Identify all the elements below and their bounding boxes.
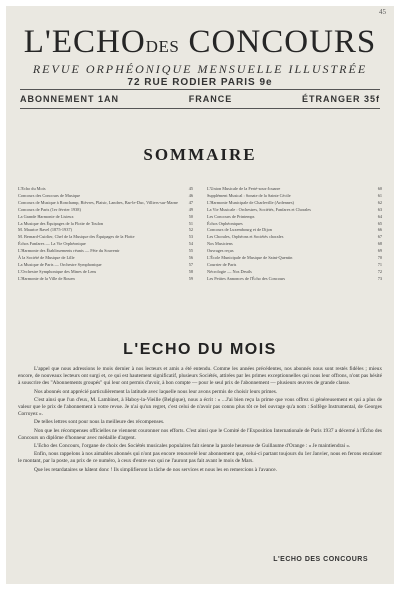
toc-entry-title: Courrier de Paris <box>207 261 237 267</box>
toc-entry <box>18 186 193 193</box>
toc-entry-title: L'Harmonie de la Ville de Rouen <box>18 275 75 281</box>
toc-entry-title: À la Société de Musique de Lille <box>18 255 75 261</box>
toc-entry <box>18 234 193 241</box>
toc-entry-page: 65 <box>377 220 382 226</box>
toc-entry-page: 45 <box>188 186 193 191</box>
masthead-address: 72 RUE RODIER PARIS 9e <box>127 77 273 88</box>
abroad-price-group <box>302 94 380 104</box>
sommaire-heading: SOMMAIRE <box>143 145 257 164</box>
title-des: DES <box>145 37 180 56</box>
toc-entry-page: 67 <box>377 234 382 240</box>
toc-entry-title: Les Petites Annonces de l'Écho des Concours <box>207 275 286 281</box>
toc-entry <box>18 255 193 262</box>
toc-entry-page: 61 <box>377 192 382 198</box>
toc-entry-page: 71 <box>377 261 382 267</box>
toc-entry <box>207 255 382 262</box>
toc-entry <box>18 207 193 214</box>
toc-entry-page: 70 <box>377 255 382 261</box>
editorial-paragraph: C'est ainsi que l'un d'eux, M. Lambinet, à Haboy-la-Vieille (Belgique), nous a écrit : « ...J'ai bien reçu la prime que vous offrez si généreusement et qui a plus de valeur que le prix de l'abonnement à votre revue. Je n'ai qu'un regret, c'est celui de n'avoir pas connu plus tôt ce bel ouvrage qu'a nom : Solfège Instrumental, de Georges Corroyez ». <box>18 396 382 418</box>
toc-entry <box>18 269 193 276</box>
toc-entry-title: Nécrologie — Nos Deuils <box>207 268 252 274</box>
toc-entry-title: Échos Fanfares — La Vie Orphéonique <box>18 241 86 247</box>
subscription-bar <box>20 94 380 104</box>
toc-entry-title: M. Maurice Ravel (1875-1937) <box>18 227 72 233</box>
title-part-1: L'ECHO <box>23 24 146 60</box>
toc-entry-title: Les Concours de Printemps <box>207 213 255 219</box>
toc-entry-title: M. Bernard-Cuirlier, Chef de la Musique des Équipages de la Flotte <box>18 234 135 240</box>
abroad-label: ÉTRANGER <box>301 94 361 104</box>
toc-entry-title: L'Echo du Mois <box>18 186 46 191</box>
toc-entry <box>207 207 382 214</box>
toc-entry-page: 50 <box>188 213 193 219</box>
toc-entry-page: 47 <box>188 199 193 205</box>
toc-entry <box>207 234 382 241</box>
toc-entry <box>207 269 382 276</box>
toc-entry-title: Échos Orphéoniques <box>207 220 243 226</box>
subscription-label: ABONNEMENT 1AN <box>20 94 120 104</box>
toc-entry <box>18 241 193 248</box>
toc-entry <box>207 262 382 269</box>
toc-column-right <box>207 186 382 331</box>
page-number: 45 <box>379 8 386 16</box>
toc-entry-title: L'Union Musicale de la Ferté-sous-Jouarre <box>207 186 281 191</box>
toc-entry-page: 68 <box>377 241 382 247</box>
toc-entry <box>18 221 193 228</box>
toc-entry <box>18 193 193 200</box>
toc-entry <box>18 276 193 283</box>
toc-entry-page: 72 <box>377 268 382 274</box>
toc-entry <box>18 200 193 207</box>
toc-entry-page: 49 <box>188 206 193 212</box>
table-of-contents <box>18 186 382 331</box>
toc-entry-title: Concours de Musique à Ronchamp, Bièvres, Plaisir, Landres, Bar-le-Duc, Villiers-sur-Marne <box>18 199 178 205</box>
masthead-title <box>6 24 394 65</box>
editorial-paragraph: L'Echo des Concours, l'organe de choix des Sociétés musicales populaires fait sienne la parole heureuse de Guillaume d'Orange : « Je maintiendrai ». <box>34 443 351 450</box>
toc-entry <box>207 200 382 207</box>
toc-entry <box>207 241 382 248</box>
toc-entry-page: 53 <box>188 234 193 240</box>
abroad-price: 35f <box>363 94 380 104</box>
editorial-paragraph: Que les retardataires se hâtent donc ! Ils simplifieront la tâche de nos services et nous les en remercions à l'avance. <box>34 466 277 473</box>
toc-entry-page: 57 <box>188 261 193 267</box>
masthead-rule-top <box>20 89 380 90</box>
toc-entry-page: 62 <box>377 199 382 205</box>
toc-entry <box>207 186 382 193</box>
masthead-subtitle: REVUE ORPHÉONIQUE MENSUELLE ILLUSTRÉE <box>32 62 368 76</box>
toc-entry-page: 55 <box>188 248 193 254</box>
toc-entry-page: 73 <box>377 275 382 281</box>
toc-column-left <box>18 186 193 331</box>
editorial-text <box>18 366 382 475</box>
toc-entry <box>207 248 382 255</box>
toc-entry-title: La Musique des Équipages de la Flotte de Toulon <box>18 220 104 226</box>
toc-entry-title: Les Chorales, Orphéons et Sociétés chorales <box>207 234 284 240</box>
toc-entry <box>18 227 193 234</box>
editorial-paragraph: Nos abonnés ont apprécié particulièrement la latitude avec laquelle nous leur avons permis de choisir leurs primes. <box>34 388 278 395</box>
toc-entry-title: Concours de Luxembourg et de Dijon <box>207 227 272 233</box>
toc-entry-title: La Musique de Paris — Orchestre Symphonique <box>18 261 102 267</box>
toc-entry-page: 58 <box>188 268 193 274</box>
toc-entry-page: 63 <box>377 206 382 212</box>
toc-entry <box>207 221 382 228</box>
france-label: FRANCE <box>188 94 233 104</box>
toc-entry-title: Ouvrages reçus <box>207 248 234 254</box>
toc-entry-page: 52 <box>188 227 193 233</box>
toc-entry-page: 60 <box>377 186 382 191</box>
toc-entry <box>18 214 193 221</box>
toc-entry-page: 51 <box>188 220 193 226</box>
toc-entry <box>207 214 382 221</box>
masthead-rule-bottom <box>20 108 380 109</box>
title-part-2: CONCOURS <box>188 24 377 60</box>
editorial-signature: L'ECHO DES CONCOURS <box>273 556 368 563</box>
toc-entry-title: L'Harmonie des Établissements réunis — Fête du Souvenir <box>18 248 120 254</box>
toc-entry-title: L'École Municipale de Musique de Saint-Quentin <box>207 255 293 261</box>
toc-entry-page: 64 <box>377 213 382 219</box>
toc-entry-page: 66 <box>377 227 382 233</box>
editorial-paragraph: Enfin, nous rappelons à nos aimables abonnés qui n'ont pas encore renouvelé leur abonnement que, celui-ci partant toujours du 1er Janvier, nous en ferons encaisser le montant, par la poste, au prix de ce numéro, à ceux d'entre eux qui ne l'auront pas fait avant le mois de Mars. <box>18 451 382 465</box>
toc-entry-page: 56 <box>188 255 193 261</box>
toc-entry <box>207 227 382 234</box>
toc-entry <box>207 193 382 200</box>
toc-entry-title: Supplément Musical : Sonate de la Sainte Cécile <box>207 192 291 198</box>
toc-entry-title: L'Orchestre Symphonique des Mines de Lens <box>18 268 97 274</box>
toc-entry-page: 59 <box>188 275 193 281</box>
editorial-paragraph: Non que les récompenses officielles ne viennent couronner nos efforts. C'est ainsi que le Comité de l'Exposition Internationale de Paris 1937 a décerné à l'Écho des Concours un diplôme d'honneur avec médaille d'argent. <box>18 427 382 441</box>
toc-entry-title: Concours de Paris (1er février 1938) <box>18 206 81 212</box>
echo-du-mois-heading: L'ECHO DU MOIS <box>123 341 277 358</box>
toc-entry-title: Concours des Concours de Musique <box>18 192 81 198</box>
toc-entry-title: La Grande Harmonie de Lisieux <box>18 213 74 219</box>
toc-entry <box>18 248 193 255</box>
toc-entry-page: 54 <box>188 241 193 247</box>
toc-entry-page: 69 <box>377 248 382 254</box>
toc-entry-title: La Vie Musicale : Orchestres, Sociétés, Fanfares et Chorales <box>207 206 311 212</box>
toc-entry <box>207 276 382 283</box>
toc-entry-title: Nos Musiciens <box>207 241 233 247</box>
editorial-paragraph: L'appel que nous adressions le mois dernier à nos lecteurs et amis a été entendu. Comme les années précédentes, nos abonnés nous sont restés fidèles ; mieux encore, de nouveaux lecteurs ont surgi et, ce qui est hautement significatif, plusieurs Sociétés, attirées par les primes exceptionnelles qui nous leur offrons, n'ont pas hésité à souscrire des "Abonnements groupés" qui leur ont permis d'avoir, à bon compte — pour le seul prix de l'abonnement — plusieurs œuvres de grande classe. <box>18 366 382 387</box>
toc-entry-title: L'Harmonie Municipale de Charleville (Ardennes) <box>207 199 294 205</box>
toc-entry <box>18 262 193 269</box>
toc-entry-page: 46 <box>188 192 193 198</box>
magazine-page <box>6 6 394 584</box>
editorial-paragraph: De telles lettres sont pour nous la meilleure des récompenses. <box>34 419 165 426</box>
